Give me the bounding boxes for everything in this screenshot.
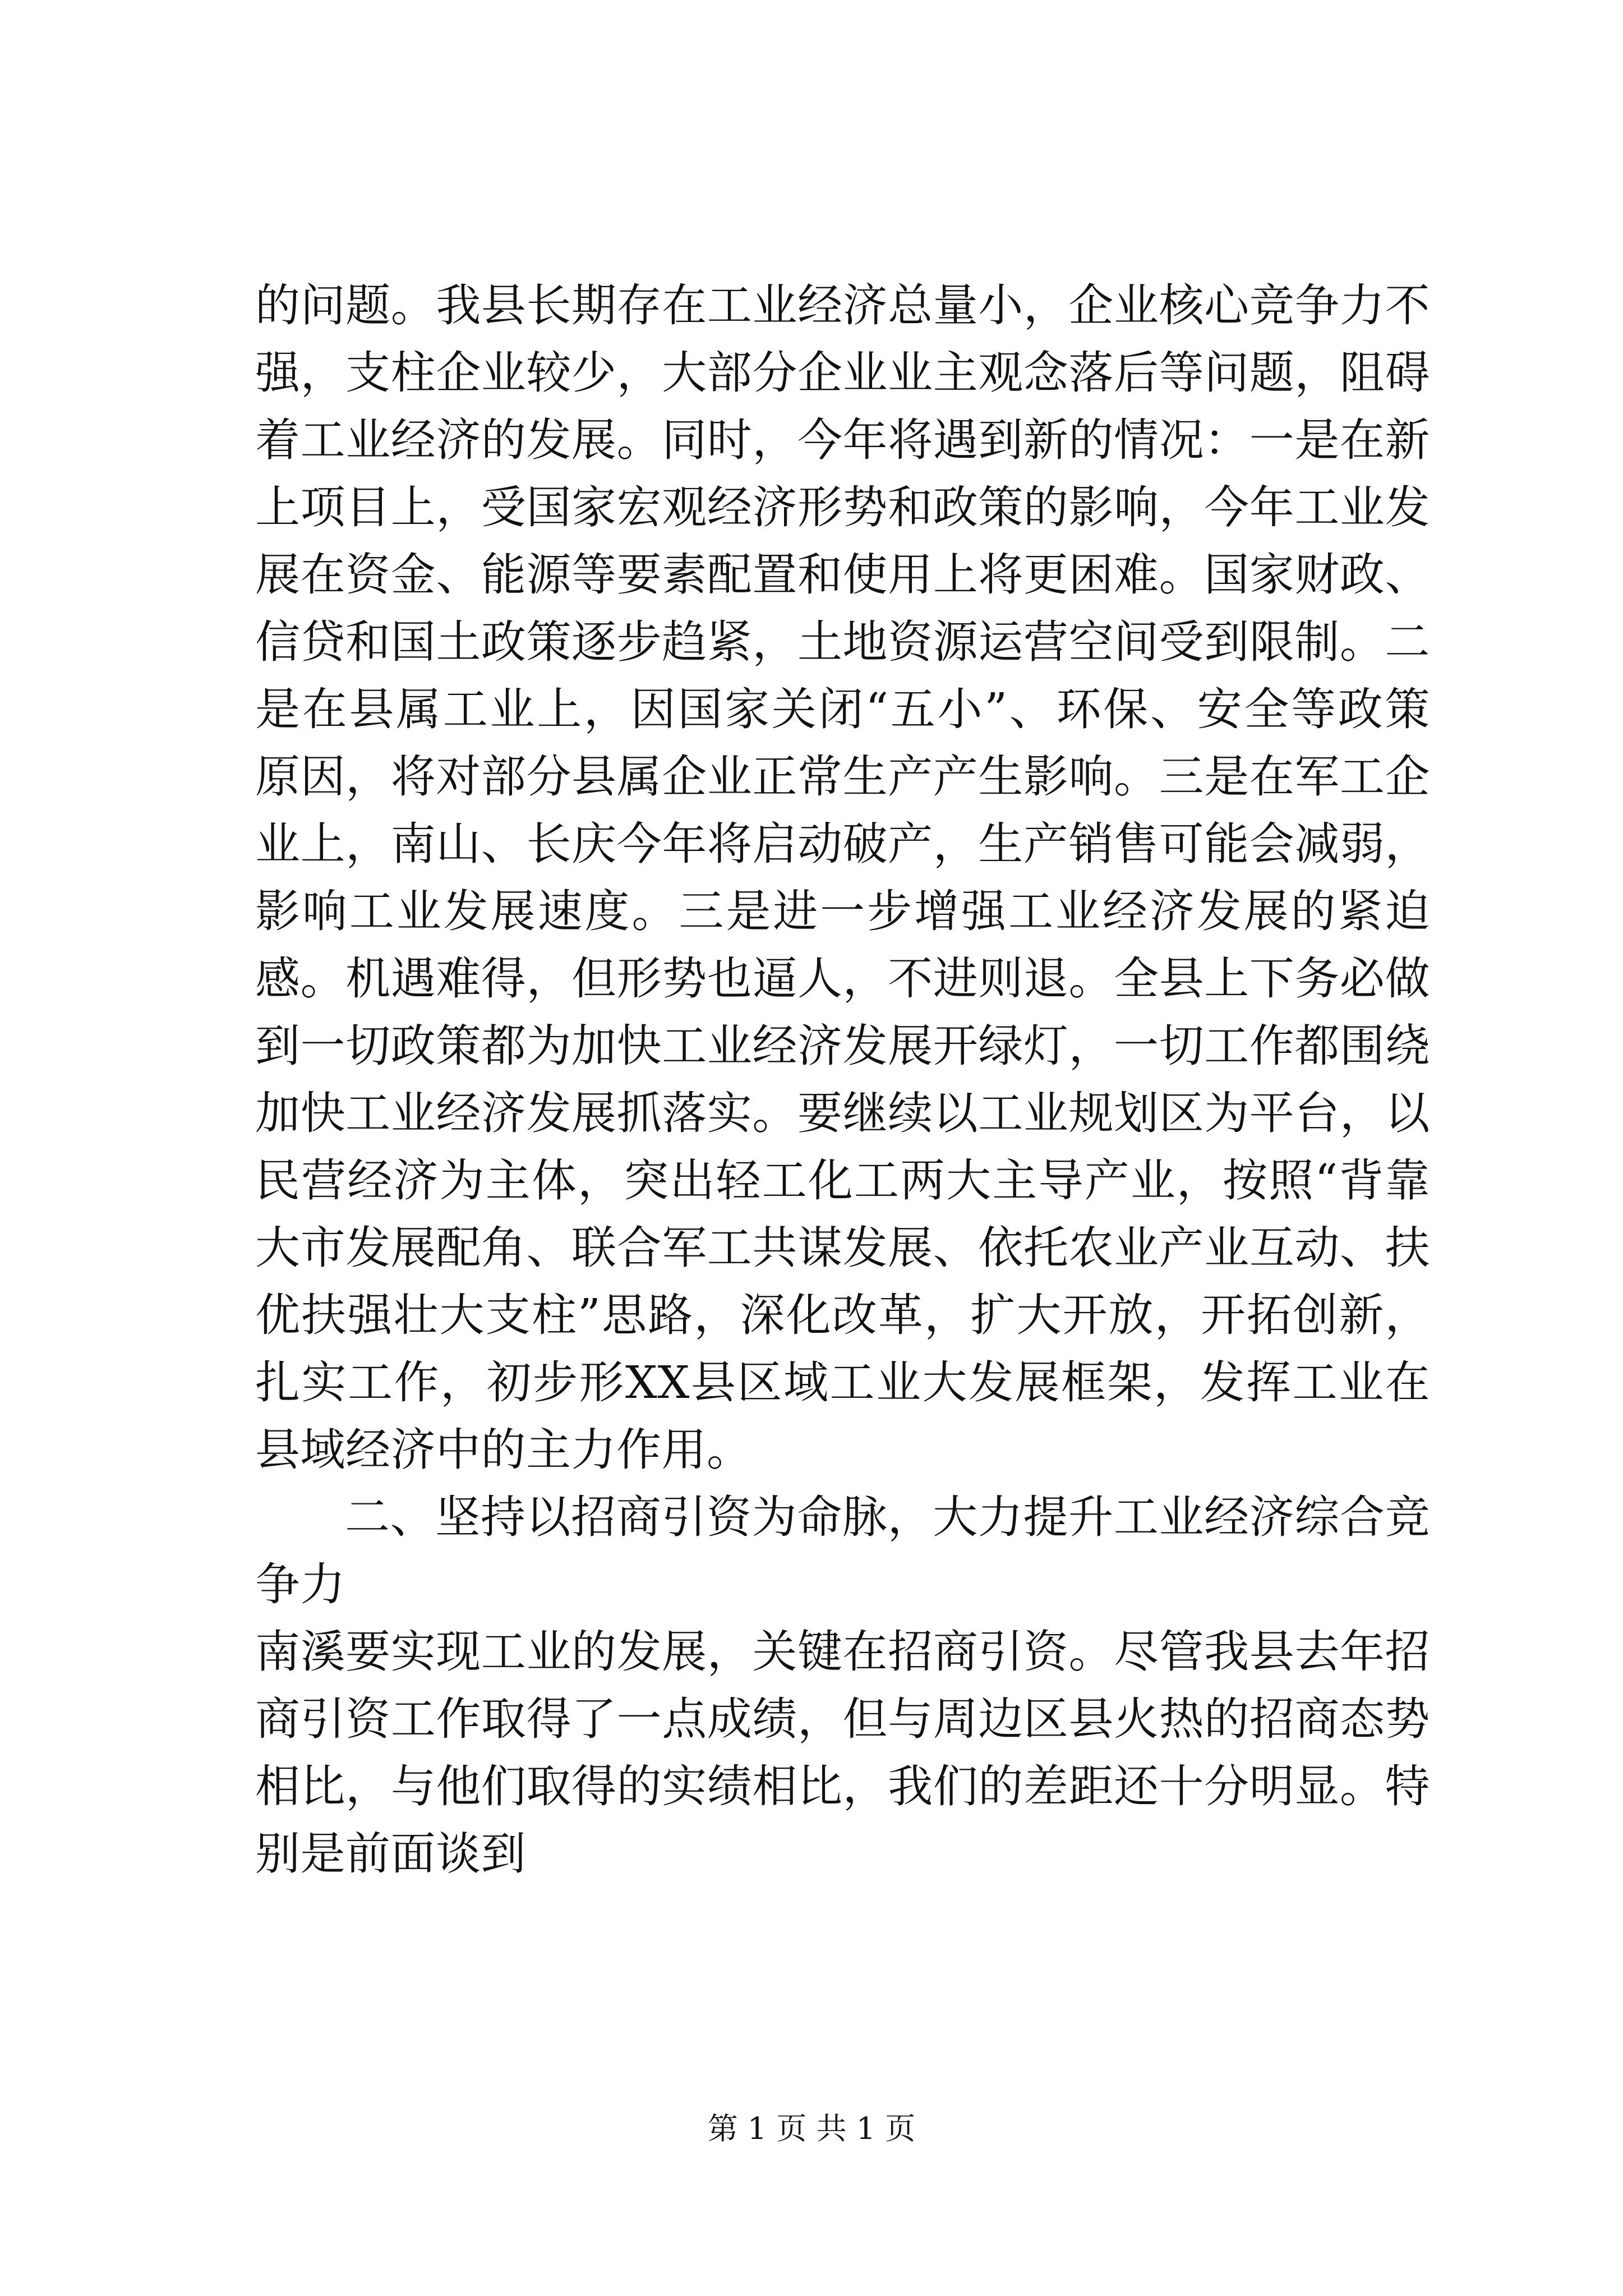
- paragraph-3: 南溪要实现工业的发展，关键在招商引资。尽管我县去年招商引资工作取得了一点成绩，但与周边区县火热的招商态势相比，与他们取得的实绩相比，我们的差距还十分明显。特别是前面谈到: [255, 1626, 1430, 1880]
- page-footer: 第 1 页 共 1 页: [707, 2111, 916, 2146]
- section-heading-2: 二、坚持以招商引资为命脉，大力提升工业经济综合竞争力: [255, 1491, 1430, 1611]
- paragraph-1: 的问题。我县长期存在工业经济总量小，企业核心竞争力不强，支柱企业较少，大部分企业业主观念落后等问题，阻碍着工业经济的发展。同时，今年将遇到新的情况：一是在新上项目上，受国家宏观经济形势和政策的影响，今年工业发展在资金、能源等要素配置和使用上将更困难。国家财政、信贷和国土政策逐步趋紧，土地资源运营空间受到限制。二是在县属工业上，因国家关闭“五小”、环保、安全等政策原因，将对部分县属企业正常生产产生影响。三是在军工企业上，南山、长庆今年将启动破产，生产销售可能会减弱，影响工业发展速度。三是进一步增强工业经济发展的紧迫感。机遇难得，但形势也逼人，不进则退。全县上下务必做到一切政策都为加快工业经济发展开绿灯，一切工作都围绕加快工业经济发展抓落实。要继续以工业规划区为平台，以民营经济为主体，突出轻工化工两大主导产业，按照“背靠大市发展配角、联合军工共谋发展、依托农业产业互动、扶优扶强壮大支柱”思路，深化改革，扩大开放，开拓创新，扎实工作，初步形XX县区域工业大发展框架，发挥工业在县域经济中的主力作用。: [255, 279, 1430, 1476]
- document-body: [255, 272, 1430, 1888]
